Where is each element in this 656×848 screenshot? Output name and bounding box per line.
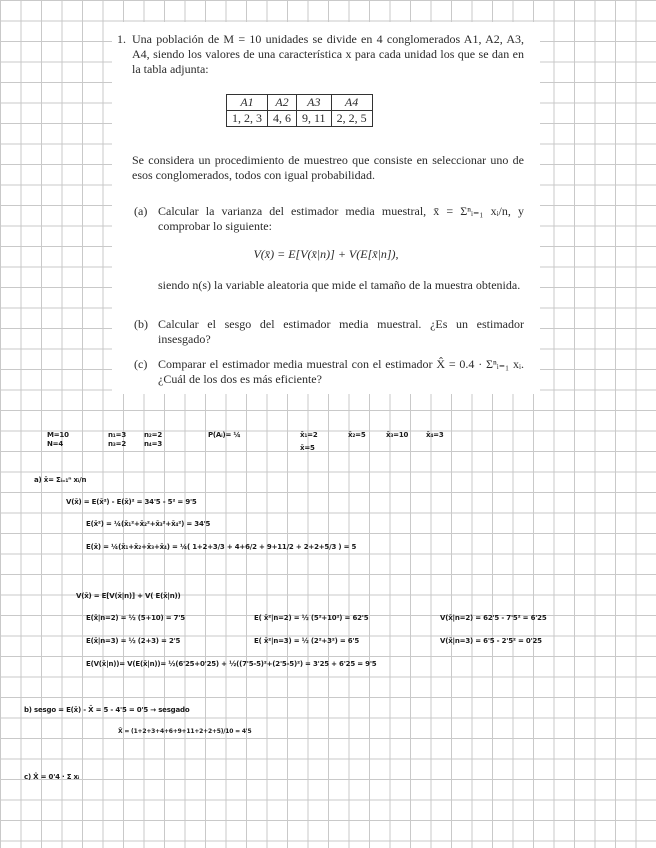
note-v-line-7: V(x̄|n=3) = 6'5 - 2'5² = 0'25 [440, 637, 542, 645]
note-mean-1: x̄₁=2 [300, 431, 318, 439]
item-b-text: Calcular el sesgo del estimador media muestral. ¿Es un estimador insesgado? [158, 317, 524, 346]
note-v-line-3: E( x̄²|n=2) = ½ (5²+10²) = 62'5 [254, 614, 369, 622]
note-b-heading: b) sesgo = E(x̄) - X̄ = 5 - 4'5 = 0'5 → sesgado [24, 706, 190, 714]
note-mean-3: x̄₃=10 [386, 431, 409, 439]
item-c-text: Comparar el estimador media muestral con el estimador X̂ = 0.4 · Σⁿᵢ₌₁ xᵢ. ¿Cuál de los dos es más eficiente? [158, 357, 524, 386]
table-header: A4 [331, 95, 372, 111]
table-header: A3 [297, 95, 332, 111]
intro-text: Una población de M = 10 unidades se divide en 4 conglomerados A1, A2, A3, A4, siendo los valores de una característica x para cada unidad los que se dan en la tabla adjunta: [132, 32, 524, 76]
note-n4: n₄=3 [144, 440, 162, 448]
item-b [134, 317, 524, 347]
note-v-line-2: E(x̄|n=2) = ½ (5+10) = 7'5 [86, 614, 185, 622]
item-a-continuation: siendo n(s) la variable aleatoria que mide el tamaño de la muestra obtenida. [158, 278, 521, 292]
note-n2: n₂=2 [144, 431, 162, 439]
item-c-label: (c) [134, 357, 148, 371]
table-header: A2 [268, 95, 297, 111]
note-v-line-4: V(x̄|n=2) = 62'5 - 7'5² = 6'25 [440, 614, 547, 622]
note-clusters: N=4 [47, 440, 63, 448]
note-a-line-1: V(x̄) = E(x̄²) - E(x̄)² = 34'5 - 5² = 9'5 [66, 498, 197, 506]
item-a [134, 204, 524, 234]
note-v-line-8: E(V(x̄|n))= V(E(x̄|n))= ½(6'25+0'25) + ½((7'5-5)²+(2'5-5)²) = 3'25 + 6'25 = 9'5 [86, 660, 377, 668]
note-a-line-2: E(x̄²) = ¼(x̄₁²+x̄₂²+x̄₃²+x̄₄²) = 34'5 [86, 520, 211, 528]
note-mean-4: x̄₄=3 [426, 431, 444, 439]
note-a-line-3: E(x̄) = ¼(x̄₁+x̄₂+x̄₃+x̄₄) = ¼( 1+2+3/3 + 4+6/2 + 9+11/2 + 2+2+5/3 ) = 5 [86, 543, 357, 551]
note-population-size: M=10 [47, 431, 69, 439]
table-header: A1 [227, 95, 268, 111]
note-a-heading: a) x̄= Σᵢ₌₁ⁿ xᵢ/n [34, 476, 87, 484]
note-b-line-1: X̄ = (1+2+3+4+6+9+11+2+2+5)/10 = 4'5 [118, 728, 252, 735]
note-c-heading: c) X̂ = 0'4 · Σ xᵢ [24, 773, 80, 781]
note-v-line-6: E( x̄²|n=3) = ½ (2²+3²) = 6'5 [254, 637, 360, 645]
note-mean-overall: x̄=5 [300, 444, 315, 452]
table-cell: 2, 2, 5 [331, 111, 372, 127]
item-a-text: Calcular la varianza del estimador media muestral, x̄ = Σⁿᵢ₌₁ xᵢ/n, y comprobar lo siguiente: [158, 204, 524, 233]
problem-intro [117, 32, 524, 77]
item-a-label: (a) [134, 204, 148, 218]
note-mean-2: x̄₂=5 [348, 431, 366, 439]
table-cell: 4, 6 [268, 111, 297, 127]
note-probability: P(Aᵢ)= ¼ [208, 431, 241, 439]
note-v-line-1: V(x̄) = E[V(x̄|n)] + V( E(x̄|n)) [76, 592, 181, 600]
note-n1: n₁=3 [108, 431, 126, 439]
note-v-line-5: E(x̄|n=3) = ½ (2+3) = 2'5 [86, 637, 181, 645]
values-table [226, 94, 373, 127]
variance-formula: V(x̄) = E[V(x̄|n)] + V(E[x̄|n]), [253, 247, 399, 261]
table-cell: 1, 2, 3 [227, 111, 268, 127]
item-b-label: (b) [134, 317, 148, 331]
procedure-text: Se considera un procedimiento de muestreo que consiste en seleccionar uno de esos conglomerados, todos con igual probabilidad. [132, 153, 524, 182]
problem-number: 1. [117, 32, 126, 46]
item-c [134, 357, 524, 387]
note-n3: n₃=2 [108, 440, 126, 448]
table-cell: 9, 11 [297, 111, 332, 127]
problem-sheet [112, 22, 540, 394]
